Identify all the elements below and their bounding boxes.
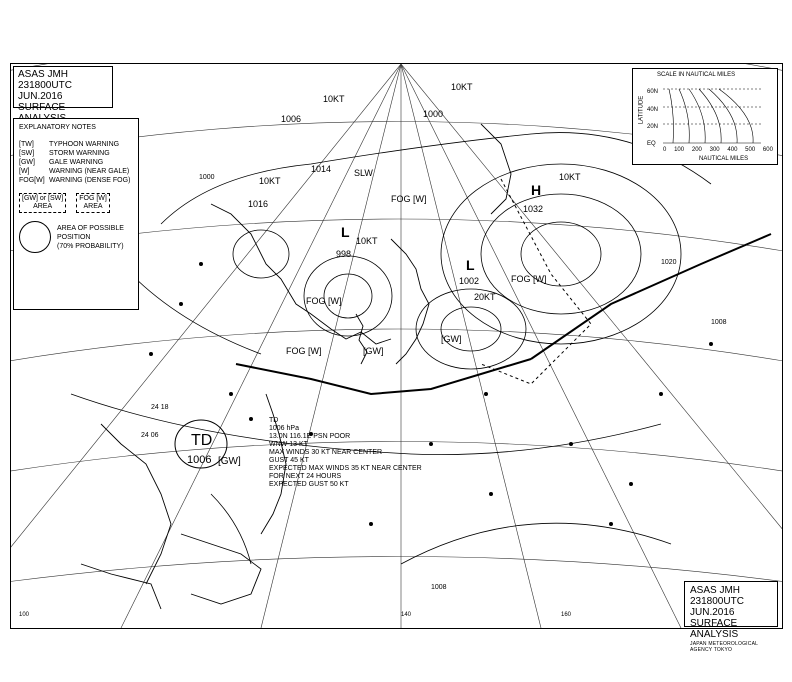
td-bulletin-line: MAX WINDS 30 KT NEAR CENTER (269, 449, 383, 456)
legend-text: TYPHOON WARNING (49, 141, 120, 148)
low-pressure-value: 1006 (281, 114, 302, 124)
scale-nm-label: NAUTICAL MILES (699, 156, 749, 162)
station-plot (659, 392, 663, 396)
area-sample-code: [GW] or [SW] (22, 195, 64, 202)
agency-short: ASAS JMH (18, 69, 69, 80)
cold-front (531, 234, 771, 359)
probability-label: AREA OF POSSIBLE (57, 224, 124, 232)
low-pressure-value: 998 (336, 249, 352, 259)
legend-item (19, 167, 133, 176)
isobar (441, 164, 681, 344)
meridian-label: 160 (561, 612, 572, 618)
coastline-asia (211, 204, 391, 344)
probability-label: (70% PROBABILITY) (57, 242, 124, 250)
valid-time: 231800UTC JUN.2016 (690, 596, 744, 618)
station-plot (369, 522, 373, 526)
scale-latitude-label: LATITUDE (638, 95, 645, 125)
legend-text: STORM WARNING (49, 150, 110, 157)
lat-tick: 40N (647, 107, 659, 113)
legend-item (19, 158, 133, 167)
coastline-borneo (181, 534, 261, 604)
low-pressure-value: 1016 (248, 199, 269, 209)
isobar (161, 133, 711, 224)
low-pressure-value: 1014 (311, 164, 332, 174)
legend-item (19, 176, 133, 185)
legend-code: [SW] (19, 150, 35, 157)
legend-text: WARNING (NEAR GALE) (49, 168, 130, 175)
station-plot (629, 482, 633, 486)
probability-circle-icon (19, 221, 51, 253)
area-sample-label: AREA (33, 203, 53, 210)
high-center: H (531, 182, 542, 198)
scale-nm-ticks (663, 147, 773, 153)
station-plot (609, 522, 613, 526)
legend-title: EXPLANATORY NOTES (19, 124, 96, 131)
nm-tick: 300 (709, 147, 720, 153)
low-center-1: L (341, 224, 350, 240)
scale-title: SCALE IN NAUTICAL MILES (657, 72, 736, 78)
coastline-japan (391, 239, 429, 364)
valid-time: 231800UTC JUN.2016 (18, 80, 72, 102)
lat-tick: EQ (647, 141, 656, 147)
nm-tick: 500 (745, 147, 756, 153)
legend-code: [TW] (19, 141, 34, 148)
nm-tick: 0 (663, 147, 667, 153)
agency-full: JAPAN METEOROLOGICAL AGENCY TOKYO (690, 641, 758, 653)
low-pressure-value: 1002 (459, 276, 480, 286)
low-motion: SLW (354, 168, 373, 178)
title-box-bottom-right (684, 581, 778, 653)
fog-warning: FOG [W] (306, 296, 342, 306)
low-motion: 10KT (451, 82, 473, 92)
fog-warning: FOG [W] (511, 274, 547, 284)
side-time-label: 24 18 (151, 404, 169, 411)
td-pressure: 1006 (187, 454, 212, 466)
station-plot (149, 352, 153, 356)
coastlines (81, 124, 511, 609)
low-motion: 10KT (259, 176, 281, 186)
legend-item (19, 140, 133, 149)
fog-warning: FOG [W] (391, 194, 427, 204)
legend-text: WARNING (DENSE FOG) (49, 177, 131, 184)
isobar (481, 194, 641, 314)
legend-code: [GW] (19, 159, 35, 166)
legend-code: [W] (19, 168, 30, 175)
low-motion: 20KT (474, 292, 496, 302)
lat-tick: 60N (647, 89, 659, 95)
stationary-front (236, 359, 531, 394)
isobar (211, 494, 251, 564)
isobar-label: 1000 (199, 174, 215, 181)
legend-box (13, 118, 139, 310)
td-bulletin-line: WNW 13 KT (269, 441, 308, 448)
gale-warning: [GW] (363, 346, 384, 356)
station-plot (249, 417, 253, 421)
meridian (121, 64, 401, 628)
legend-item (19, 149, 133, 158)
agency-short: ASAS JMH (690, 585, 741, 596)
td-bulletin-line: EXPECTED GUST 50 KT (269, 481, 349, 488)
probability-text (57, 224, 124, 251)
coastline-indochina (101, 424, 171, 584)
scale-curves (663, 85, 763, 147)
isobar-label: 1020 (661, 259, 677, 266)
meridian (401, 64, 544, 628)
td-bulletin-line: TD (269, 417, 279, 424)
station-plot (429, 442, 433, 446)
station-plot (709, 342, 713, 346)
isobar (401, 523, 671, 564)
nm-tick: 200 (691, 147, 702, 153)
probability-legend (19, 221, 133, 253)
coastline-australia (81, 564, 161, 609)
latitude-circle (11, 557, 782, 585)
nm-tick: 400 (727, 147, 738, 153)
station-plot (569, 442, 573, 446)
nm-tick: 100 (674, 147, 685, 153)
legend-text: GALE WARNING (49, 159, 104, 166)
low-motion: 10KT (323, 94, 345, 104)
fog-warning: FOG [W] (286, 346, 322, 356)
area-sample-label: AREA (83, 203, 103, 210)
station-plot (484, 392, 488, 396)
gale-warning: [GW] (441, 334, 462, 344)
fronts (236, 234, 771, 394)
area-sample-fog (76, 193, 110, 213)
area-sample-code: FOG [W] (79, 195, 107, 202)
chart-name: SURFACE (18, 102, 66, 113)
station-plot (199, 262, 203, 266)
td-bulletin-line: 13.0N 116.1E PSN POOR (269, 433, 351, 440)
legend-code: FOG[W] (19, 177, 45, 184)
td-bulletin-line: EXPECTED MAX WINDS 35 KT NEAR CENTER (269, 465, 422, 472)
area-samples (19, 193, 133, 213)
side-time-label: 24 06 (141, 432, 159, 439)
low-pressure-value: 1000 (423, 109, 444, 119)
nautical-mile-scale (632, 68, 778, 165)
isobar-label: 1008 (711, 319, 727, 326)
td-bulletin (269, 417, 422, 489)
low-center-2: L (466, 257, 475, 273)
lat-tick: 20N (647, 124, 659, 130)
title-box-top-left (13, 66, 113, 113)
station-plot (179, 302, 183, 306)
station-plot (229, 392, 233, 396)
td-label: TD (191, 432, 213, 449)
isobar-label: 1008 (431, 584, 447, 591)
chart-name: SURFACE ANALYSIS (690, 618, 739, 640)
td-bulletin-line: GUST 45 KT (269, 457, 309, 464)
latitude-circle (11, 329, 782, 364)
probability-label: POSITION (57, 233, 91, 241)
meridian-label: 140 (401, 612, 412, 618)
td-bulletin-line: FOR NEXT 24 HOURS (269, 473, 342, 480)
area-sample-warning (19, 193, 66, 213)
nm-tick: 600 (762, 147, 773, 153)
td-warning: [GW] (218, 456, 241, 467)
high-motion: 10KT (559, 172, 581, 182)
meridian-label: 100 (19, 612, 30, 618)
low-motion: 10KT (356, 236, 378, 246)
coastline-korea (356, 314, 367, 364)
td-bulletin-line: 1006 hPa (269, 425, 299, 432)
high-pressure-value: 1032 (523, 204, 544, 214)
station-plot (489, 492, 493, 496)
